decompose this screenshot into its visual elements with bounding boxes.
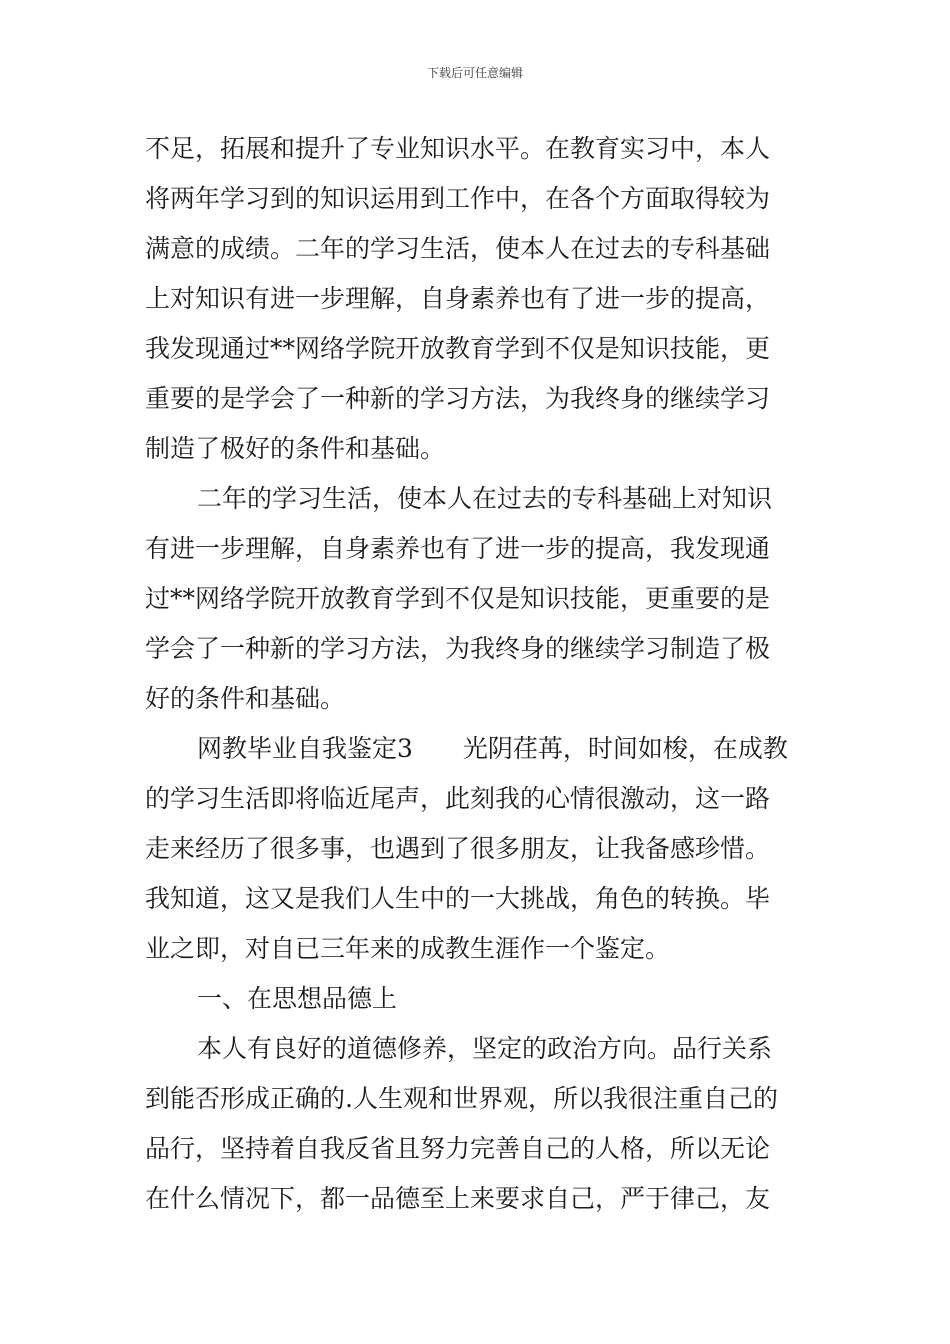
document-body: [145, 124, 810, 1224]
subsection-heading: 一、在思想品德上: [197, 984, 398, 1013]
text-line: 满意的成绩。二年的学习生活，使本人在过去的专科基础: [145, 234, 771, 263]
text-line: 我知道，这又是我们人生中的一大挑战，角色的转换。毕: [145, 884, 771, 913]
text-line: 在什么情况下，都一品德至上来要求自己，严于律己，友: [145, 1184, 771, 1213]
text-line: 好的条件和基础。: [145, 684, 346, 713]
text-line: 有进一步理解，自身素养也有了进一步的提高，我发现通: [145, 534, 771, 563]
paragraph-first-line: 二年的学习生活，使本人在过去的专科基础上对知识: [197, 484, 773, 513]
text-line: 过**网络学院开放教育学到不仅是知识技能，更重要的是: [145, 584, 771, 613]
text-line: 到能否形成正确的.人生观和世界观，所以我很注重自己的: [145, 1084, 778, 1113]
paragraph-first-line: 本人有良好的道德修养，坚定的政治方向。品行关系: [197, 1034, 773, 1063]
text-line: 业之即，对自已三年来的成教生涯作一个鉴定。: [145, 934, 671, 963]
text-line: 制造了极好的条件和基础。: [145, 434, 446, 463]
page-header: 下载后可任意编辑: [426, 66, 523, 80]
text-line: 走来经历了很多事，也遇到了很多朋友，让我备感珍惜。: [145, 834, 771, 863]
text-line: 品行，坚持着自我反省且努力完善自己的人格，所以无论: [145, 1134, 771, 1163]
section-title-line: 网教毕业自我鉴定3 光阴荏苒，时间如梭，在成教: [197, 734, 788, 763]
text-line: 将两年学习到的知识运用到工作中，在各个方面取得较为: [145, 184, 771, 213]
text-line: 上对知识有进一步理解，自身素养也有了进一步的提高，: [145, 284, 771, 313]
text-line: 不足，拓展和提升了专业知识水平。在教育实习中，本人: [145, 134, 771, 163]
text-line: 学会了一种新的学习方法，为我终身的继续学习制造了极: [145, 634, 771, 663]
text-line: 我发现通过**网络学院开放教育学到不仅是知识技能，更: [145, 334, 771, 363]
text-line: 重要的是学会了一种新的学习方法，为我终身的继续学习: [145, 384, 771, 413]
text-line: 的学习生活即将临近尾声，此刻我的心情很激动，这一路: [145, 784, 771, 813]
